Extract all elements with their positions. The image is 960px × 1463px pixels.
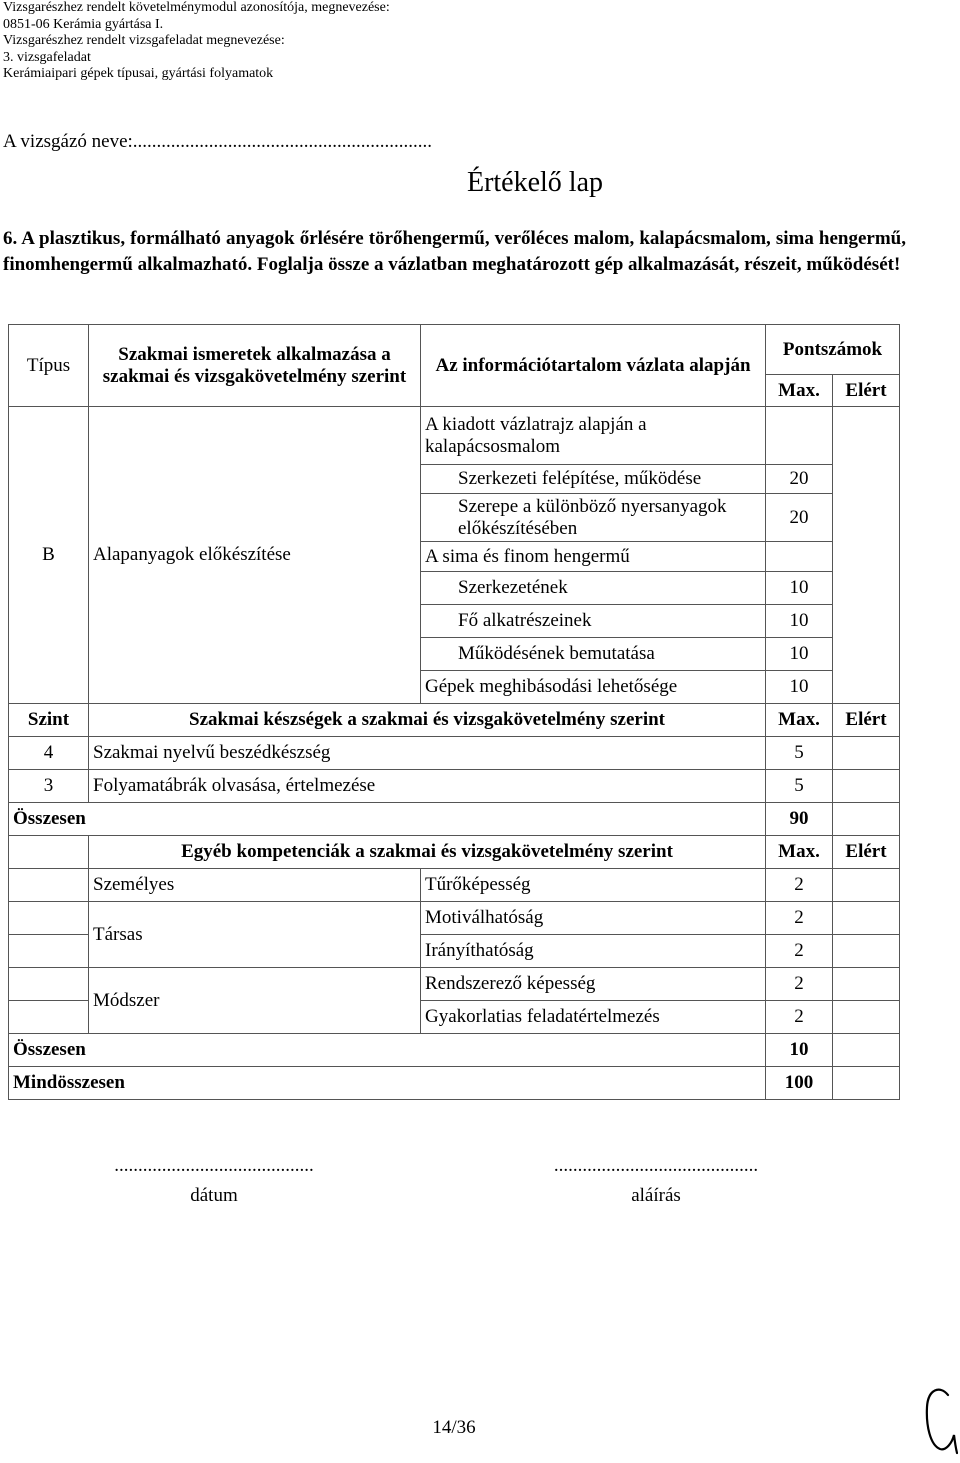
knowledge-parts: Fő alkatrészeinek: [421, 605, 766, 638]
points-failures: 10: [766, 671, 833, 704]
skill-flowcharts: Folyamatábrák olvasása, értelmezése: [89, 770, 766, 803]
topic-raw-materials: Alapanyagok előkészítése: [89, 407, 421, 704]
points-tolerance: 2: [766, 869, 833, 902]
header-module-label: Vizsgarészhez rendelt követelménymodul azonosítója, megnevezése:: [3, 0, 390, 15]
knowledge-roller-mill: A sima és finom hengermű: [421, 542, 766, 572]
competency-directability: Irányíthatóság: [421, 935, 766, 968]
header-points: Pontszámok: [766, 325, 900, 375]
evaluation-table: [8, 324, 900, 1100]
knowledge-construction: Szerkezetének: [421, 572, 766, 605]
knowledge-failures: Gépek meghibásodási lehetősége: [421, 671, 766, 704]
points-structure: 20: [766, 465, 833, 494]
knowledge-operation: Működésének bemutatása: [421, 638, 766, 671]
points-speech: 5: [766, 737, 833, 770]
achieved-cell[interactable]: [833, 1067, 900, 1100]
points-systematic: 2: [766, 968, 833, 1001]
achieved-cell[interactable]: [833, 869, 900, 902]
subtotal-label: Összesen: [9, 803, 766, 836]
signature-dots[interactable]: ...........................................: [553, 1155, 759, 1176]
points-role: 20: [766, 494, 833, 542]
achieved-cell[interactable]: [833, 770, 900, 803]
knowledge-role: Szerepe a különböző nyersanyagok előkészítésében: [421, 494, 766, 542]
points-flowcharts: 5: [766, 770, 833, 803]
skill-level: 4: [9, 737, 89, 770]
header-max: Max.: [766, 375, 833, 407]
competency-method: Módszer: [89, 968, 421, 1034]
signature-field: [506, 1151, 806, 1211]
grand-total-label: Mindösszesen: [9, 1067, 766, 1100]
achieved-cell[interactable]: [833, 935, 900, 968]
type-b: B: [9, 407, 89, 704]
header-info: Az információtartalom vázlata alapján: [421, 325, 766, 407]
header-achieved: Elért: [833, 375, 900, 407]
points-construction: 10: [766, 572, 833, 605]
candidate-name-line: A vizsgázó neve:...............................................................: [3, 131, 433, 152]
skills-max: Max.: [766, 704, 833, 737]
achieved-cell[interactable]: [833, 407, 900, 704]
competency-social: Társas: [89, 902, 421, 968]
knowledge-structure: Szerkezeti felépítése, működése: [421, 465, 766, 494]
competencies-achieved: Elért: [833, 836, 900, 869]
points-motivation: 2: [766, 902, 833, 935]
achieved-cell[interactable]: [833, 1001, 900, 1034]
date-dots[interactable]: ..........................................: [114, 1155, 314, 1176]
points-operation: 10: [766, 638, 833, 671]
header-task-label: Vizsgarészhez rendelt vizsgafeladat megnevezése:: [3, 33, 285, 48]
achieved-cell[interactable]: [833, 803, 900, 836]
achieved-cell[interactable]: [833, 902, 900, 935]
points-parts: 10: [766, 605, 833, 638]
points-practical: 2: [766, 1001, 833, 1034]
header-knowledge: Szakmai ismeretek alkalmazása a szakmai és vizsgakövetelmény szerint: [89, 325, 421, 407]
skills-header: Szakmai készségek a szakmai és vizsgakövetelmény szerint: [89, 704, 766, 737]
competencies-max: Max.: [766, 836, 833, 869]
competencies-header: Egyéb kompetenciák a szakmai és vizsgakövetelmény szerint: [89, 836, 766, 869]
knowledge-hammer-mill: A kiadott vázlatrajz alapján a kalapácsosmalom: [421, 407, 766, 465]
total-points: 10: [766, 1034, 833, 1067]
achieved-cell[interactable]: [833, 968, 900, 1001]
date-label: dátum: [190, 1185, 238, 1206]
competency-motivation: Motiválhatóság: [421, 902, 766, 935]
achieved-cell[interactable]: [833, 1034, 900, 1067]
skills-achieved: Elért: [833, 704, 900, 737]
header-module-name: 0851-06 Kerámia gyártása I.: [3, 16, 164, 32]
header-type: Típus: [9, 325, 89, 407]
header-task-name: Kerámiaipari gépek típusai, gyártási folyamatok: [3, 66, 274, 81]
competency-systematic: Rendszerező képesség: [421, 968, 766, 1001]
header-task-number: 3. vizsgafeladat: [3, 49, 91, 65]
page-title: Értékelő lap: [466, 167, 604, 198]
points-directability: 2: [766, 935, 833, 968]
date-field: [64, 1151, 364, 1211]
competency-personal: Személyes: [89, 869, 421, 902]
achieved-cell[interactable]: [833, 737, 900, 770]
skill-level: 3: [9, 770, 89, 803]
page-number: 14/36: [432, 1417, 476, 1438]
signature-label: aláírás: [631, 1185, 681, 1206]
total-label: Összesen: [9, 1034, 766, 1067]
level-header: Szint: [9, 704, 89, 737]
grand-total-points: 100: [766, 1067, 833, 1100]
subtotal-points: 90: [766, 803, 833, 836]
task-description: 6. A plasztikus, formálható anyagok őrlésére törőhengermű, verőléces malom, kalapácsmalom, sima hengermű, finomhengermű alkalmazható. Foglalja össze a vázlatban meghatározott gép alkalmazását, részeit, működését!: [3, 228, 906, 275]
document-header: [3, 0, 390, 83]
competency-practical: Gyakorlatias feladatértelmezés: [421, 1001, 766, 1034]
skill-speech: Szakmai nyelvű beszédkészség: [89, 737, 766, 770]
handwritten-initial-icon: [918, 1385, 958, 1457]
competency-tolerance: Tűrőképesség: [421, 869, 766, 902]
